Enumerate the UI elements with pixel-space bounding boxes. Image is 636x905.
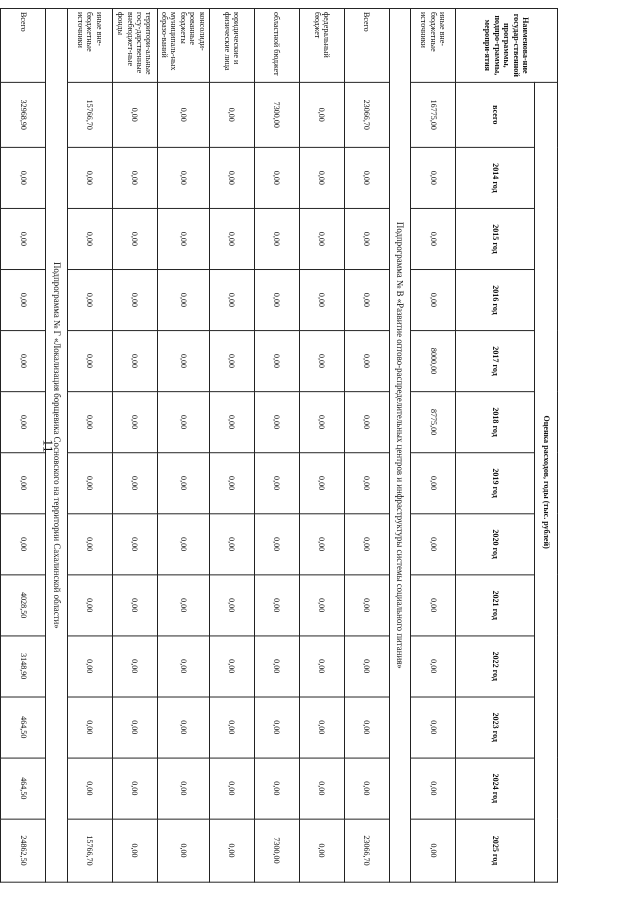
year-header: 2024 год: [456, 758, 535, 819]
year-header: всего: [456, 82, 535, 147]
value-cell: 23066,70: [344, 82, 389, 147]
value-cell: 0,00: [1, 147, 46, 208]
row-name: Всего: [1, 8, 46, 82]
value-cell: 15766,70: [67, 82, 112, 147]
table-row: [299, 8, 344, 882]
value-cell: 0,00: [157, 82, 209, 147]
value-cell: 0,00: [299, 269, 344, 330]
value-cell: 3148,90: [1, 636, 46, 697]
row-name: Всего: [344, 8, 389, 82]
value-cell: 0,00: [254, 147, 299, 208]
year-header: 2018 год: [456, 392, 535, 453]
value-cell: 0,00: [67, 331, 112, 392]
value-cell: 0,00: [299, 758, 344, 819]
table-row: [157, 8, 209, 882]
value-cell: 0,00: [209, 392, 254, 453]
value-cell: 0,00: [112, 147, 157, 208]
value-cell: 0,00: [1, 514, 46, 575]
table-row: [67, 8, 112, 882]
value-cell: 0,00: [344, 269, 389, 330]
value-cell: 0,00: [411, 147, 456, 208]
value-cell: 0,00: [344, 331, 389, 392]
value-cell: 0,00: [157, 758, 209, 819]
value-cell: 0,00: [254, 269, 299, 330]
value-cell: 0,00: [344, 575, 389, 636]
value-cell: 0,00: [67, 147, 112, 208]
value-cell: 0,00: [157, 819, 209, 882]
year-header: 2014 год: [456, 147, 535, 208]
value-cell: 0,00: [299, 819, 344, 882]
value-cell: 0,00: [112, 636, 157, 697]
value-cell: 0,00: [254, 697, 299, 758]
value-cell: 0,00: [411, 819, 456, 882]
value-cell: 0,00: [299, 392, 344, 453]
year-header: 2023 год: [456, 697, 535, 758]
row-name: иные вне-бюджетные источники: [67, 8, 112, 82]
row-name: юридические и физические лица: [209, 8, 254, 82]
value-cell: 0,00: [209, 636, 254, 697]
value-cell: 0,00: [411, 208, 456, 269]
value-cell: 0,00: [209, 697, 254, 758]
value-cell: 0,00: [209, 82, 254, 147]
value-cell: 0,00: [411, 758, 456, 819]
name-column-header: Наименова-ние государ-ственной программы, подпро-граммы, меропри-ятия: [456, 8, 558, 82]
value-cell: 0,00: [209, 758, 254, 819]
value-cell: 0,00: [157, 392, 209, 453]
value-cell: 0,00: [299, 147, 344, 208]
value-cell: 0,00: [299, 514, 344, 575]
value-cell: 0,00: [344, 208, 389, 269]
value-cell: 0,00: [1, 269, 46, 330]
row-name: федеральный бюджет: [299, 8, 344, 82]
value-cell: 4028,50: [1, 575, 46, 636]
value-cell: 0,00: [157, 697, 209, 758]
budget-table-page: [18, 8, 558, 895]
value-cell: 0,00: [344, 147, 389, 208]
value-cell: 0,00: [254, 636, 299, 697]
value-cell: 0,00: [67, 269, 112, 330]
year-header: 2015 год: [456, 208, 535, 269]
section-row: [46, 8, 67, 882]
value-cell: 0,00: [112, 514, 157, 575]
value-cell: 0,00: [157, 331, 209, 392]
value-cell: 7300,00: [254, 82, 299, 147]
value-cell: 0,00: [1, 453, 46, 514]
value-cell: 0,00: [299, 331, 344, 392]
table-body: [1, 8, 456, 882]
row-name: областной бюджет: [254, 8, 299, 82]
value-cell: 0,00: [299, 636, 344, 697]
value-cell: 0,00: [209, 514, 254, 575]
value-cell: 0,00: [299, 82, 344, 147]
value-cell: 0,00: [299, 453, 344, 514]
value-cell: 0,00: [157, 269, 209, 330]
value-cell: 0,00: [67, 392, 112, 453]
table-row: [209, 8, 254, 882]
year-header: 2021 год: [456, 575, 535, 636]
estimate-header: Оценка расходов, годы (тыс. рублей): [535, 82, 558, 882]
year-header: 2022 год: [456, 636, 535, 697]
value-cell: 0,00: [157, 147, 209, 208]
value-cell: 8000,00: [411, 331, 456, 392]
table-row: [1, 8, 46, 882]
value-cell: 0,00: [411, 453, 456, 514]
value-cell: 0,00: [299, 697, 344, 758]
value-cell: 0,00: [254, 453, 299, 514]
value-cell: 0,00: [411, 514, 456, 575]
value-cell: 0,00: [67, 453, 112, 514]
value-cell: 0,00: [157, 575, 209, 636]
value-cell: 0,00: [157, 514, 209, 575]
value-cell: 0,00: [344, 636, 389, 697]
page-number: 11: [39, 439, 55, 453]
value-cell: 0,00: [299, 575, 344, 636]
value-cell: 7300,00: [254, 819, 299, 882]
value-cell: 0,00: [344, 697, 389, 758]
value-cell: 8775,00: [411, 392, 456, 453]
value-cell: 0,00: [1, 331, 46, 392]
value-cell: 24862,50: [1, 819, 46, 882]
value-cell: 0,00: [67, 758, 112, 819]
value-cell: 0,00: [209, 819, 254, 882]
value-cell: 0,00: [254, 392, 299, 453]
section-row: [389, 8, 410, 882]
value-cell: 0,00: [209, 453, 254, 514]
value-cell: 0,00: [157, 453, 209, 514]
value-cell: 0,00: [112, 82, 157, 147]
value-cell: 0,00: [209, 269, 254, 330]
budget-table: [0, 8, 558, 883]
table-row: [344, 8, 389, 882]
value-cell: 0,00: [344, 758, 389, 819]
value-cell: 0,00: [209, 147, 254, 208]
row-name: консолиди-рованные бюджеты муниципаль-ных образо-ваний: [157, 8, 209, 82]
value-cell: 0,00: [112, 575, 157, 636]
year-header: 2016 год: [456, 269, 535, 330]
value-cell: 0,00: [411, 269, 456, 330]
value-cell: 0,00: [67, 208, 112, 269]
value-cell: 0,00: [67, 514, 112, 575]
subprogram-title: Подпрограмма № В «Развитие оптово-распределительных центров и инфраструктуры системы социального питания»: [389, 8, 410, 882]
year-header: 2025 год: [456, 819, 535, 882]
value-cell: 0,00: [112, 758, 157, 819]
value-cell: 464,50: [1, 697, 46, 758]
value-cell: 0,00: [254, 758, 299, 819]
table-row: [254, 8, 299, 882]
subprogram-title: Подпрограмма № Г «Локализация борщевика Сосновского на территории Сахалинской области»: [46, 8, 67, 882]
value-cell: 0,00: [344, 392, 389, 453]
value-cell: 0,00: [67, 575, 112, 636]
value-cell: 0,00: [299, 208, 344, 269]
value-cell: 0,00: [1, 392, 46, 453]
value-cell: 0,00: [411, 697, 456, 758]
value-cell: 0,00: [209, 208, 254, 269]
value-cell: 464,50: [1, 758, 46, 819]
value-cell: 0,00: [112, 697, 157, 758]
value-cell: 0,00: [254, 575, 299, 636]
value-cell: 0,00: [344, 514, 389, 575]
table-row: [411, 8, 456, 882]
value-cell: 0,00: [209, 575, 254, 636]
table-row: [112, 8, 157, 882]
row-name: территори-альные госу-дарственные внебюджет-ные фонды: [112, 8, 157, 82]
value-cell: 0,00: [112, 453, 157, 514]
value-cell: 32968,90: [1, 82, 46, 147]
value-cell: 0,00: [344, 453, 389, 514]
years-header-row: [456, 8, 535, 882]
row-name: иные вне-бюджетные источники: [411, 8, 456, 82]
value-cell: 0,00: [254, 331, 299, 392]
value-cell: 0,00: [112, 392, 157, 453]
value-cell: 0,00: [254, 208, 299, 269]
value-cell: 0,00: [112, 269, 157, 330]
value-cell: 0,00: [157, 636, 209, 697]
value-cell: 15766,70: [67, 819, 112, 882]
value-cell: 0,00: [209, 331, 254, 392]
year-header: 2020 год: [456, 514, 535, 575]
value-cell: 0,00: [254, 514, 299, 575]
year-header: 2017 год: [456, 331, 535, 392]
value-cell: 0,00: [67, 697, 112, 758]
value-cell: 16775,00: [411, 82, 456, 147]
value-cell: 0,00: [67, 636, 112, 697]
value-cell: 0,00: [112, 208, 157, 269]
value-cell: 0,00: [112, 331, 157, 392]
value-cell: 0,00: [411, 575, 456, 636]
year-header: 2019 год: [456, 453, 535, 514]
value-cell: 0,00: [1, 208, 46, 269]
value-cell: 23066,70: [344, 819, 389, 882]
value-cell: 0,00: [112, 819, 157, 882]
value-cell: 0,00: [411, 636, 456, 697]
value-cell: 0,00: [157, 208, 209, 269]
